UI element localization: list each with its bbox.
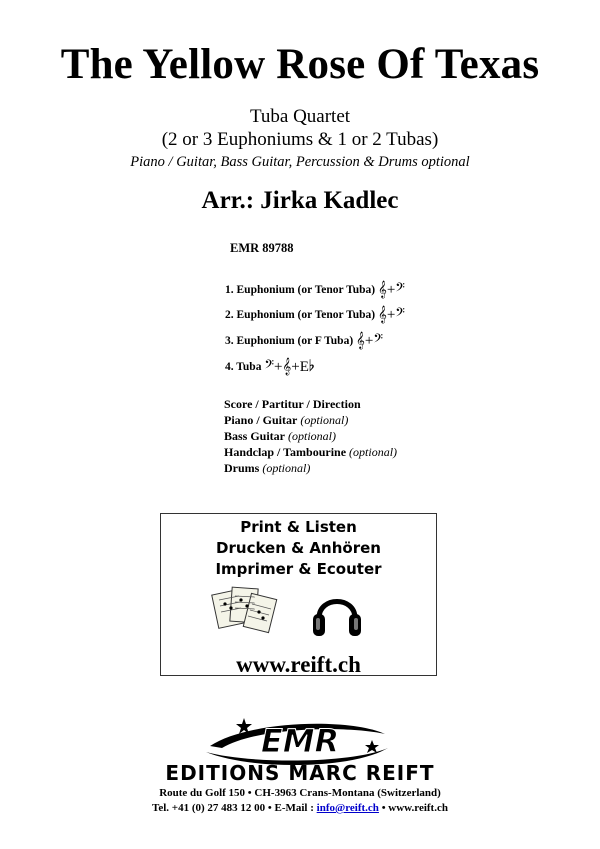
footer-contact — [0, 802, 600, 814]
optional-instruments: Piano / Guitar, Bass Guitar, Percussion & Drums optional — [130, 154, 470, 170]
extra-bass — [224, 428, 336, 444]
clef-icon: 𝄢+𝄞+E♭ — [264, 359, 315, 375]
extra-handclap — [224, 444, 397, 460]
arranger: Arr.: Jirka Kadlec — [201, 187, 399, 214]
extra-drums — [224, 460, 310, 476]
email-link[interactable]: info@reift.ch — [316, 802, 379, 814]
emr-emblem: EMR — [260, 722, 340, 760]
page-title: The Yellow Rose Of Texas — [60, 41, 540, 88]
extra-score — [224, 396, 361, 412]
extra-name: Piano / Guitar — [224, 413, 298, 427]
clef-icon: 𝄞+𝄢 — [356, 333, 384, 349]
part-label: 4. Tuba — [225, 361, 262, 373]
sheet-music-icon — [211, 584, 281, 644]
instrumentation: (2 or 3 Euphoniums & 1 or 2 Tubas) — [161, 129, 439, 150]
part-label: 2. Euphonium (or Tenor Tuba) — [225, 309, 376, 321]
publisher-name: EDITIONS MARC REIFT — [165, 761, 435, 785]
promo-line-fr: Imprimer & Ecouter — [215, 560, 382, 578]
extra-note: (optional) — [349, 445, 398, 459]
part-label: 3. Euphonium (or F Tuba) — [225, 335, 354, 347]
publisher-logo — [0, 712, 600, 787]
extra-name: Handclap / Tambourine — [224, 445, 347, 459]
extra-note: (optional) — [262, 461, 311, 475]
part-2 — [225, 306, 405, 324]
headphones-icon — [311, 586, 363, 642]
extra-name: Drums — [224, 461, 260, 475]
clef-icon: 𝄞+𝄢 — [377, 307, 405, 323]
extra-name: Score / Partitur / Direction — [224, 397, 361, 411]
contact-phone: Tel. +41 (0) 27 483 12 00 • E-Mail : — [152, 802, 317, 814]
website-link[interactable]: www.reift.ch — [236, 652, 361, 677]
catalog-number: EMR 89788 — [230, 241, 294, 255]
extra-name: Bass Guitar — [224, 429, 286, 443]
part-1 — [225, 281, 405, 299]
footer-address: Route du Golf 150 • CH-3963 Crans-Montana (Switzerland) — [159, 787, 441, 799]
extra-note: (optional) — [300, 413, 349, 427]
clef-icon: 𝄞+𝄢 — [377, 282, 405, 298]
star-icon — [365, 740, 379, 753]
part-label: 1. Euphonium (or Tenor Tuba) — [225, 284, 376, 296]
contact-web: • www.reift.ch — [378, 802, 448, 814]
part-4 — [225, 358, 315, 376]
promo-line-de: Drucken & Anhören — [216, 539, 381, 557]
promo-line-en: Print & Listen — [240, 518, 357, 536]
ensemble-subtitle: Tuba Quartet — [249, 106, 351, 127]
promo-box — [160, 513, 437, 676]
extra-piano — [224, 412, 348, 428]
part-3 — [225, 332, 383, 350]
extra-note: (optional) — [288, 429, 337, 443]
